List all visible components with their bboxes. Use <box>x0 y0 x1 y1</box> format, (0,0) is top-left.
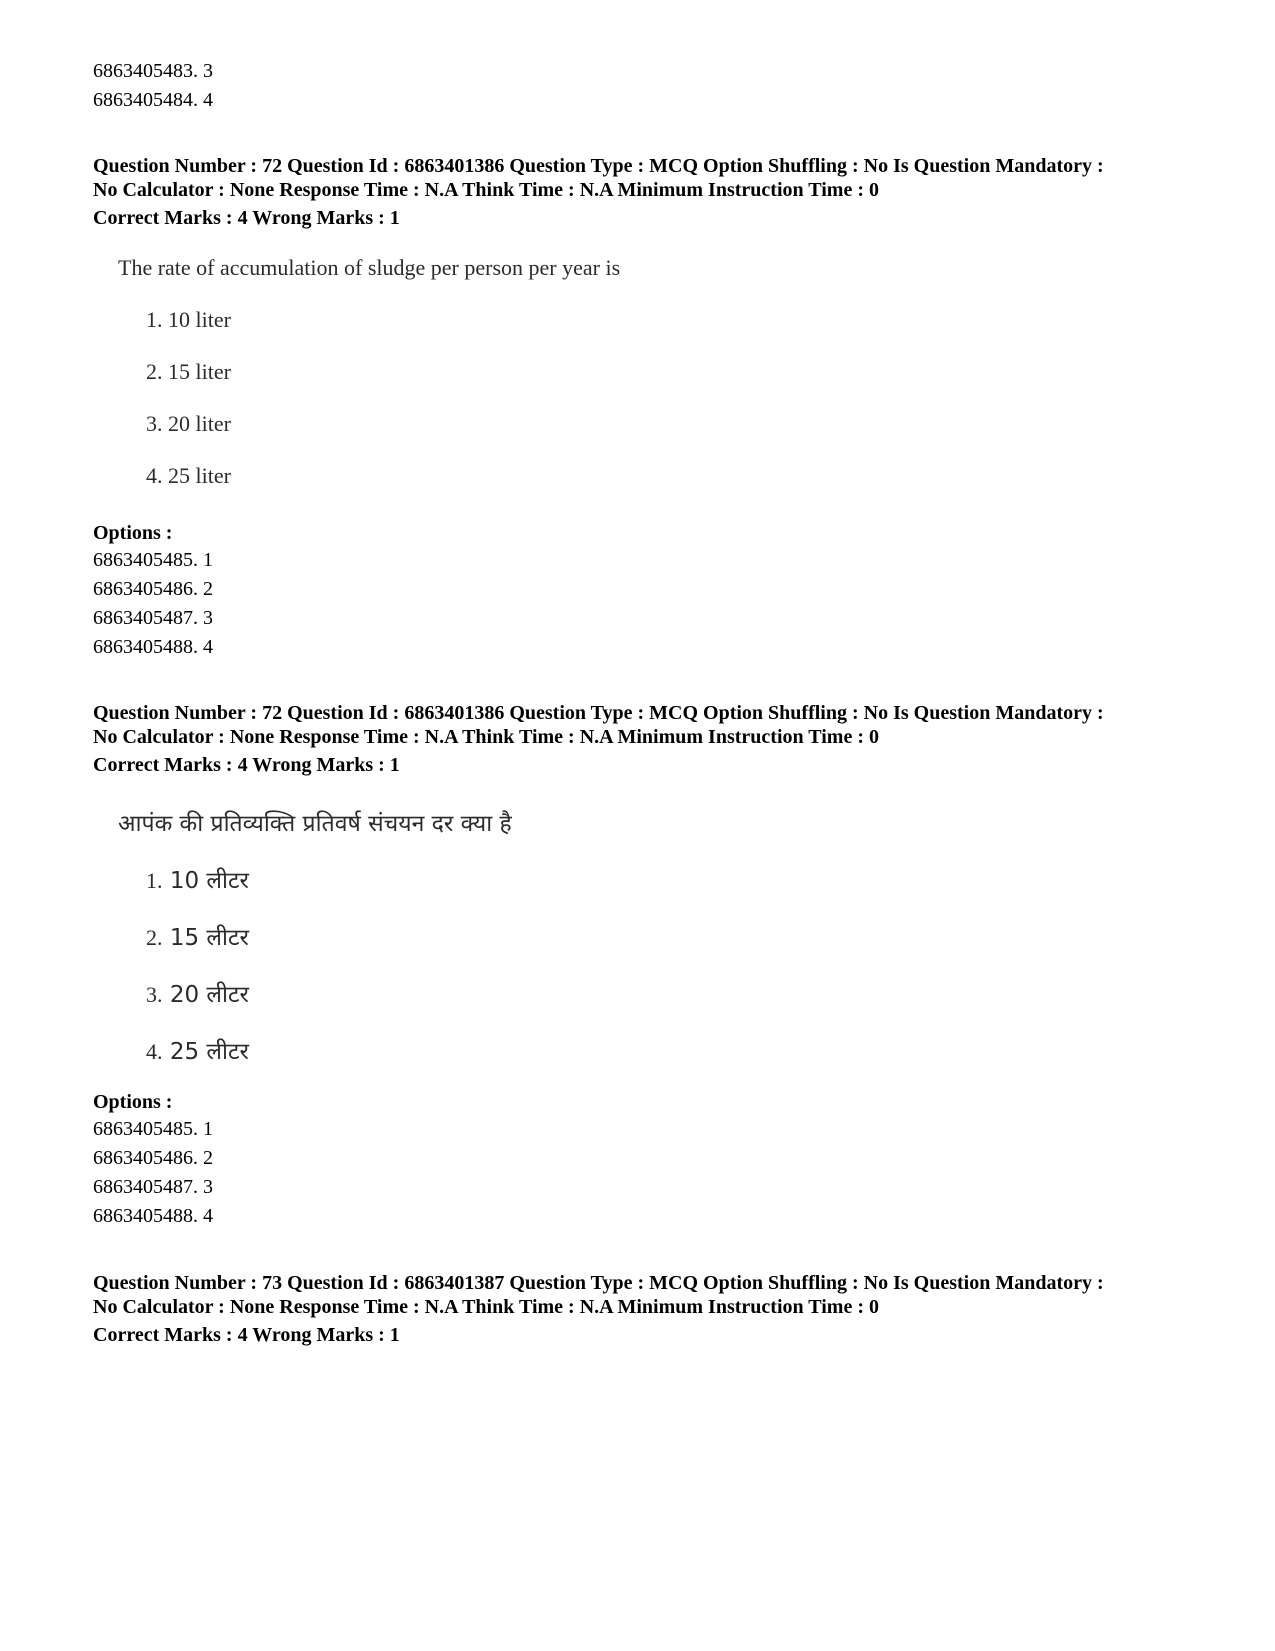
question-meta-line: Question Number : 73 Question Id : 6863401387 Question Type : MCQ Option Shuffling : No Is Question Mandatory : <box>93 1272 1104 1294</box>
option-line: 6863405488. 4 <box>93 636 213 658</box>
choice-number: 3. <box>146 982 163 1007</box>
option-line: 6863405486. 2 <box>93 1147 213 1169</box>
answer-choice <box>146 863 249 895</box>
options-label: Options : <box>93 1091 173 1113</box>
question-meta-line: No Calculator : None Response Time : N.A Think Time : N.A Minimum Instruction Time : 0 <box>93 179 879 201</box>
answer-choice <box>146 977 249 1009</box>
choice-text: 20 लीटर <box>169 982 249 1008</box>
option-line: 6863405485. 1 <box>93 549 213 571</box>
question-meta-line: Question Number : 72 Question Id : 6863401386 Question Type : MCQ Option Shuffling : No Is Question Mandatory : <box>93 702 1104 724</box>
choice-text: 15 liter <box>168 359 231 384</box>
answer-choice <box>146 359 231 385</box>
choice-number: 4. <box>146 1039 163 1064</box>
question-meta <box>93 1271 1213 1319</box>
choice-text: 15 लीटर <box>169 925 249 951</box>
marks-line: Correct Marks : 4 Wrong Marks : 1 <box>93 754 400 776</box>
choice-number: 2. <box>146 359 163 384</box>
marks-line: Correct Marks : 4 Wrong Marks : 1 <box>93 207 400 229</box>
choice-number: 2. <box>146 925 163 950</box>
answer-choice <box>146 1034 249 1066</box>
option-line: 6863405486. 2 <box>93 578 213 600</box>
answer-choice <box>146 411 231 437</box>
choice-number: 3. <box>146 411 163 436</box>
option-list <box>93 546 213 662</box>
marks-line: Correct Marks : 4 Wrong Marks : 1 <box>93 1324 400 1346</box>
answer-choice <box>146 920 249 952</box>
question-meta <box>93 154 1213 202</box>
choice-text: 20 liter <box>168 411 231 436</box>
choice-text: 10 liter <box>168 307 231 332</box>
choice-text: 10 लीटर <box>169 868 249 894</box>
option-list <box>93 1115 213 1231</box>
option-line: 6863405487. 3 <box>93 1176 213 1198</box>
choice-number: 1. <box>146 868 163 893</box>
choice-text: 25 लीटर <box>169 1039 249 1065</box>
option-line: 6863405483. 3 <box>93 60 213 82</box>
question-text: The rate of accumulation of sludge per person per year is <box>118 255 621 280</box>
choice-number: 1. <box>146 307 163 332</box>
question-text: आपंक की प्रतिव्यक्ति प्रतिवर्ष संचयन दर क्या है <box>118 811 512 837</box>
question-meta-line: No Calculator : None Response Time : N.A Think Time : N.A Minimum Instruction Time : 0 <box>93 726 879 748</box>
option-line: 6863405485. 1 <box>93 1118 213 1140</box>
options-label: Options : <box>93 522 173 544</box>
question-meta-line: No Calculator : None Response Time : N.A Think Time : N.A Minimum Instruction Time : 0 <box>93 1296 879 1318</box>
question-meta <box>93 701 1213 749</box>
option-line: 6863405488. 4 <box>93 1205 213 1227</box>
option-line: 6863405487. 3 <box>93 607 213 629</box>
question-meta-line: Question Number : 72 Question Id : 6863401386 Question Type : MCQ Option Shuffling : No Is Question Mandatory : <box>93 155 1104 177</box>
answer-choice <box>146 307 231 333</box>
choice-text: 25 liter <box>168 463 231 488</box>
choice-number: 4. <box>146 463 163 488</box>
answer-choice <box>146 463 231 489</box>
option-line: 6863405484. 4 <box>93 89 213 111</box>
